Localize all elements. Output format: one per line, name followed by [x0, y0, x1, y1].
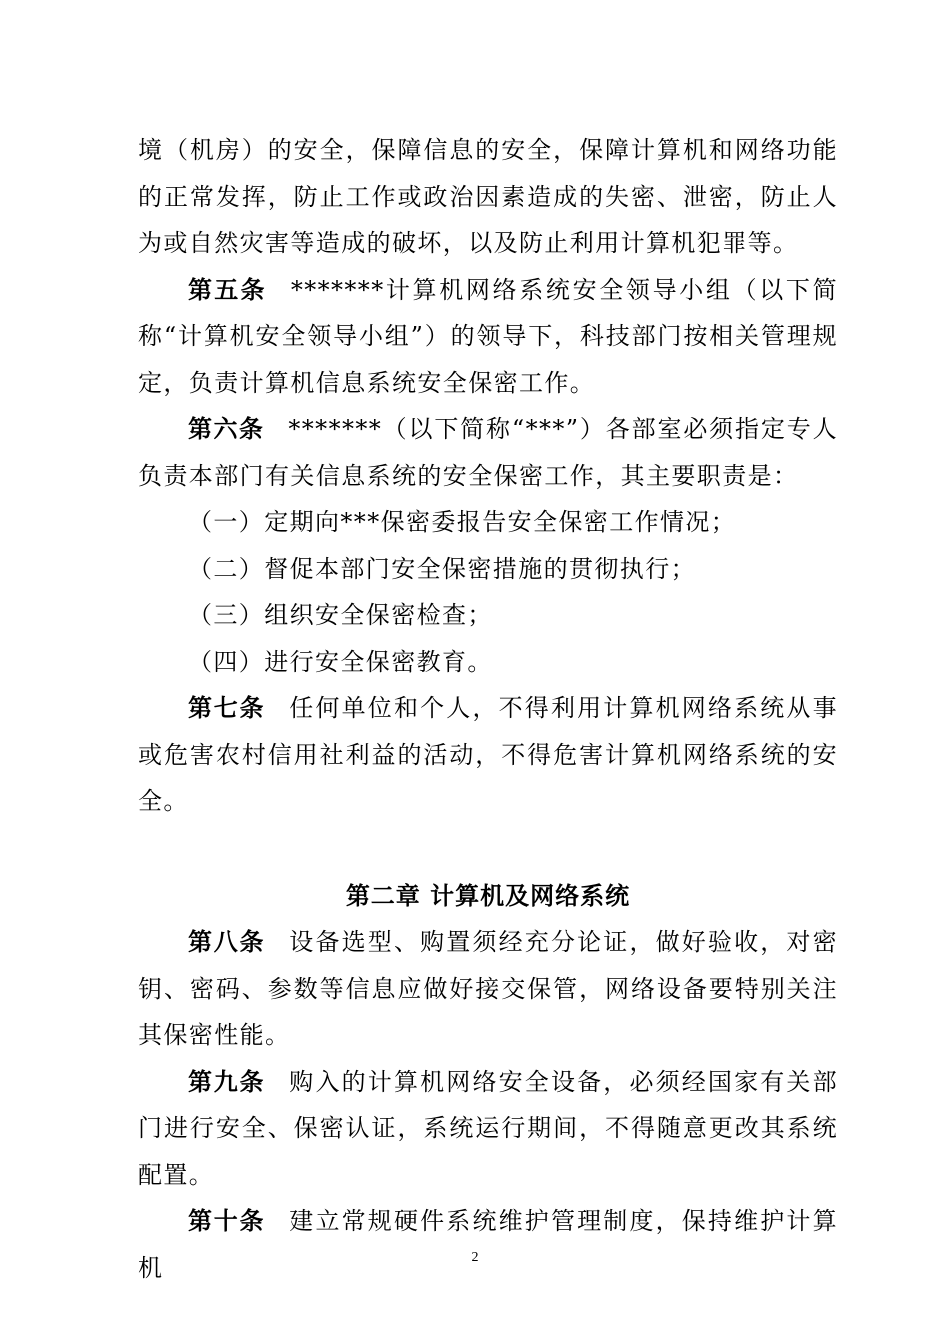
- paragraph-continuation: [138, 127, 838, 267]
- article-7: [138, 685, 838, 825]
- list-item: （四）进行安全保密教育。: [188, 647, 493, 676]
- page-number: 2: [471, 1250, 479, 1265]
- article-text: *******（以下简称“***”）各部室必须指定专人负责本部门有关信息系统的安全保密工作，其主要职责是：: [138, 415, 839, 490]
- article-text: *******计算机网络系统安全领导小组（以下简称“计算机安全领导小组”）的领导下，科技部门按相关管理规定，负责计算机信息系统安全保密工作。: [138, 275, 838, 397]
- article-text: 购入的计算机网络安全设备，必须经国家有关部门进行安全、保密认证，系统运行期间，不得随意更改其系统配置。: [138, 1067, 838, 1189]
- article-8: [138, 919, 838, 1059]
- article-text: 设备选型、购置须经充分论证，做好验收，对密钥、密码、参数等信息应做好接交保管，网络设备要特别关注其保密性能。: [138, 928, 838, 1049]
- article-label: 第八条: [188, 928, 266, 956]
- paragraph-text: 境（机房）的安全，保障信息的安全，保障计算机和网络功能的正常发挥，防止工作或政治因素造成的失密、泄密，防止人为或自然灾害等造成的破坏，以及防止利用计算机犯罪等。: [138, 136, 838, 257]
- article-label: 第七条: [188, 694, 266, 722]
- article-label: 第六条: [188, 415, 265, 443]
- list-item: （一）定期向***保密委报告安全保密工作情况；: [188, 508, 737, 536]
- article-text: 任何单位和个人，不得利用计算机网络系统从事或危害农村信用社利益的活动，不得危害计算机网络系统的安全。: [138, 694, 838, 815]
- article-6: [138, 406, 838, 499]
- list-item: （三）组织安全保密检查；: [188, 601, 493, 629]
- article-label: 第五条: [188, 275, 267, 304]
- article-label: 第九条: [188, 1067, 266, 1096]
- chapter-title: 第二章 计算机及网络系统: [345, 881, 631, 910]
- document-body: [138, 127, 838, 1291]
- list-item: （二）督促本部门安全保密措施的贯彻执行；: [188, 554, 696, 583]
- article-9: [138, 1059, 838, 1199]
- article-label: 第十条: [188, 1207, 266, 1235]
- article-5: [138, 267, 838, 407]
- article-text: 建立常规硬件系统维护管理制度，保持维护计算机: [138, 1207, 838, 1282]
- article-10: [138, 1198, 838, 1291]
